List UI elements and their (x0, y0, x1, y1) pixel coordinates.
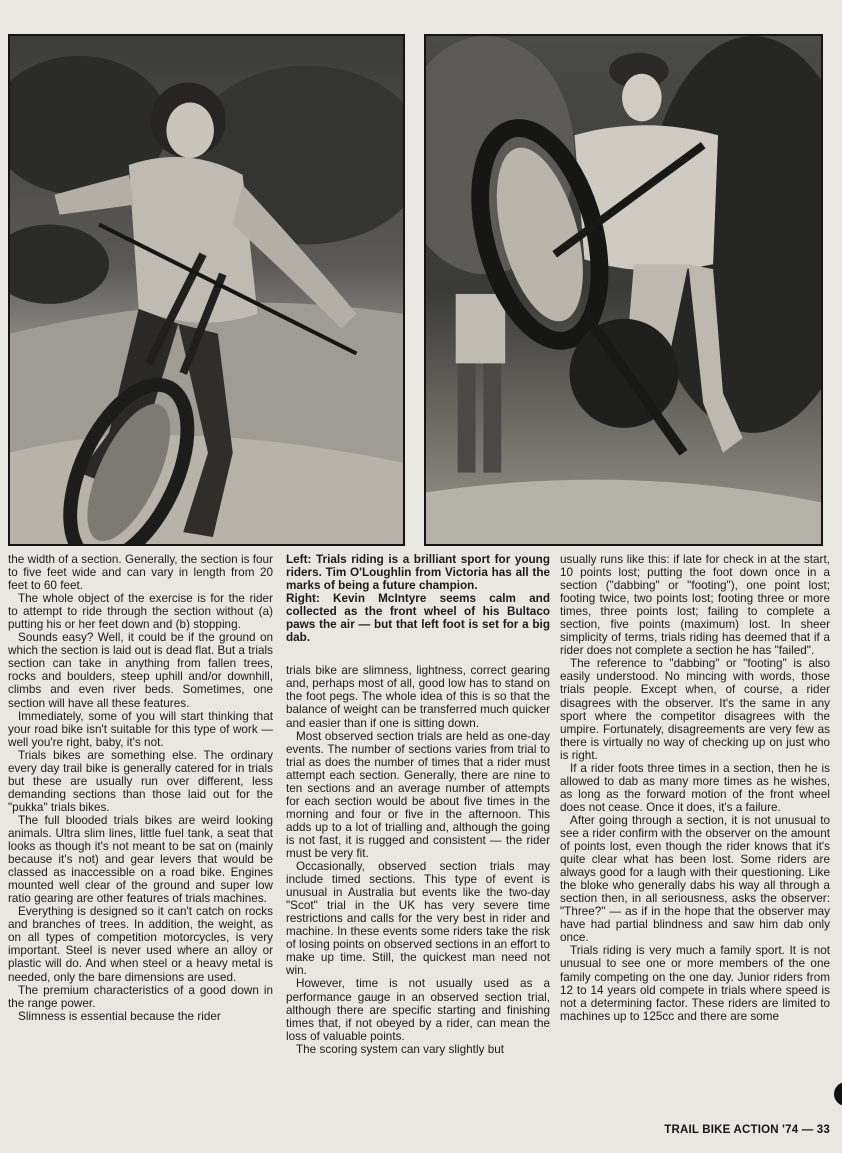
rider-wheelie-photo-icon (426, 36, 821, 544)
paragraph: The premium characteristics of a good down in the range power. (8, 983, 273, 1010)
paragraph: Sounds easy? Well, it could be if the ground on which the section is laid out is dead flat. But a trials section can take in anything from fallen trees, rocks and boulders, steep uphill and/or downhill, climbs and even river beds. Sometimes, one section will have all these features. (8, 631, 273, 710)
paragraph: Most observed section trials are held as one-day events. The number of sections varies from trial to trial as does the number of times that a rider must attempt each section. Generally, there are nine to ten sections and an average number of attempts for each section would be about five times in the morning and four or five in the afternoon. This adds up to a lot of trialling and, although the going is not fast, it is rugged and consistent — the rider must be very fit. (286, 729, 550, 860)
paragraph: The scoring system can vary slightly but (296, 1042, 505, 1056)
paragraph: Trials riding is very much a family sport. It is not unusual to see one or more members of the one family competing on the one day. Junior riders from 12 to 14 years old compete in trials where speed is not a determining factor. These riders are limited to machines up to 125cc and there are some (560, 944, 830, 1023)
text-column-1 (8, 553, 273, 1101)
paragraph: Immediately, some of you will start thinking that your road bike isn't suitable for this type of work — well you're right, baby, it's not. (8, 709, 273, 749)
paragraph: After going through a section, it is not unusual to see a rider confirm with the observer on the amount of points lost, even though the rider knows that it's quite clear what has been lost. Some riders are always good for a laugh with their questioning. Like the bloke who generally dabs his way all through a section then, in all seriousness, asks the observer: "Three?" — as if in the hope that the observer may have had partial blindness and saw him dab only once. (560, 813, 830, 945)
photo-right (424, 34, 823, 546)
caption-right: Right: Kevin McIntyre seems calm and collected as the front wheel of his Bultaco paws the air — but that left foot is set for a big dab. (286, 592, 550, 645)
text-column-3 (560, 553, 830, 1101)
page-tab-marker (834, 1082, 842, 1106)
paragraph: trials bike are slimness, lightness, correct gearing and, perhaps most of all, good low has to stand on the foot pegs. The whole idea of this is so that the balance of weight can be transferred much quicker and easier than if one is sitting down. (286, 664, 550, 730)
photo-left (8, 34, 405, 546)
paragraph: Slimness is essential because the rider (18, 1009, 221, 1023)
caption-left: Left: Trials riding is a brilliant sport for young riders. Tim O'Loughlin from Victoria has all the marks of being a future champion. (286, 553, 550, 593)
paragraph: The reference to "dabbing" or "footing" is also easily understood. No mincing with words, those trials people. Except when, of course, a rider disagrees with the observer. It's the same in any sport where the competitor disagrees with the umpire. Fortunately, disagreements are very few as there is virtually no way of checking up on just who is right. (560, 657, 830, 762)
paragraph: The full blooded trials bikes are weird looking animals. Ultra slim lines, little fuel tank, a seat that looks as though it's not meant to be sat on (mainly because it's not) and gear levers that would be classed as inaccessible on a road bike. Engines mounted well clear of the ground and super low ratio gearing are other features of trials machines. (8, 813, 273, 906)
paragraph: However, time is not usually used as a performance gauge in an observed section trial, although there are specific starting and finishing times that, if not obeyed by a rider, can mean the loss of valuable points. (286, 977, 550, 1043)
paragraph: The whole object of the exercise is for the rider to attempt to ride through the section without (a) putting his or her feet down and (b) stopping. (8, 592, 273, 632)
paragraph: If a rider foots three times in a section, then he is allowed to dab as many more times as he wishes, as long as the forward motion of the front wheel does not cease. Once it does, it's a failure. (560, 761, 830, 814)
text-column-2 (286, 553, 550, 1101)
page-footer: TRAIL BIKE ACTION '74 — 33 (664, 1124, 830, 1136)
paragraph: usually runs like this: if late for check in at the start, 10 points lost; putting the foot down once in a section ("dabbing" or "footing"), one point lost; footing twice, two points lost; footing three or more times, three points lost; failing to complete a section, five points (maximum) lost. In sheer simplicity of terms, trials riding has deemed that if a rider does not complete a section he has "failed". (560, 553, 830, 658)
paragraph: Everything is designed so it can't catch on rocks and branches of trees. In addition, the weight, as on all types of competition motorcycles, is very important. Steel is never used where an alloy or plastic will do. And when steel or a heavy metal is needed, only the bare dimensions are used. (8, 905, 273, 984)
photo-caption (286, 553, 550, 644)
paragraph: Trials bikes are something else. The ordinary every day trail bike is generally catered for in trials but these are usually run over different, less demanding sections than those laid out for the "pukka" trials bikes. (8, 748, 273, 814)
paragraph: Occasionally, observed section trials may include timed sections. This type of event is unusual in Australia but events like the two-day "Scot" trial in the UK has very severe time restrictions and calls for the very best in rider and machine. In these events some riders take the risk of losing points on observed sections in an effort to make up time. Still, the quickest man need not win. (286, 860, 550, 978)
trials-rider-photo-icon (10, 36, 403, 544)
paragraph: the width of a section. Generally, the section is four to five feet wide and can vary in length from 20 feet to 60 feet. (8, 553, 273, 593)
